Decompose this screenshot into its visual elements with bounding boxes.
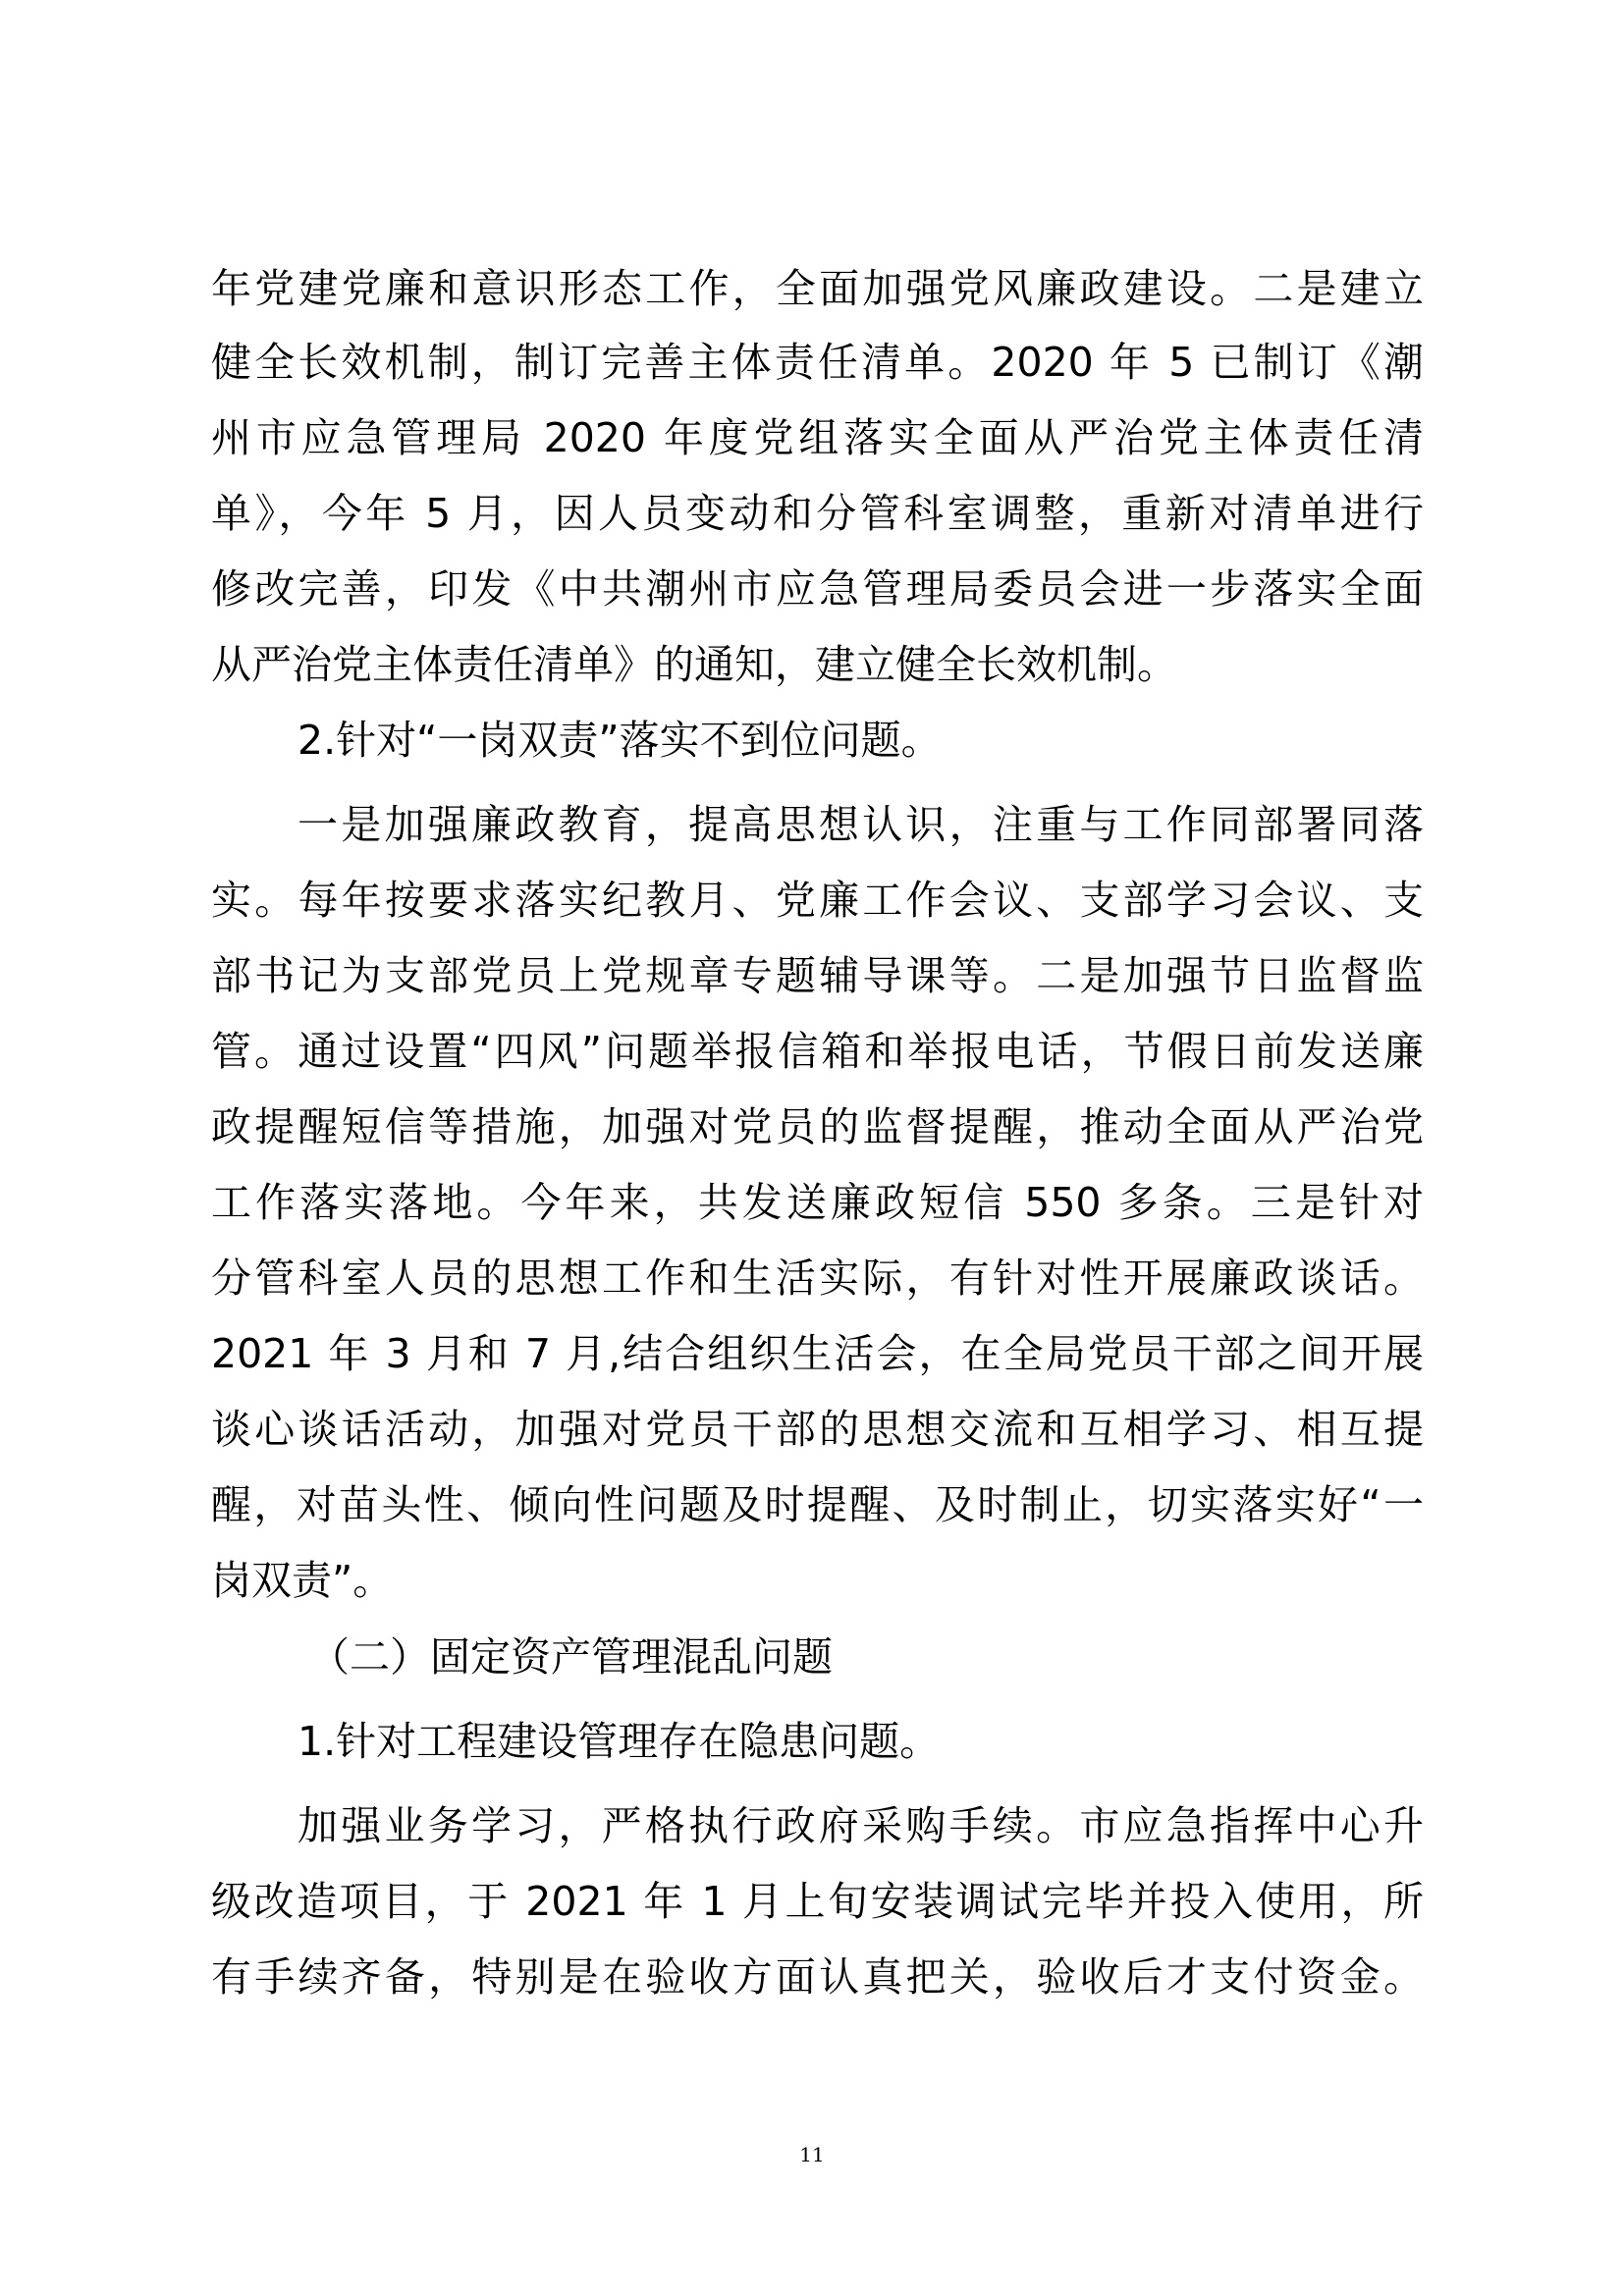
subheading: 1.针对工程建设管理存在隐患问题。 [298, 1718, 941, 1765]
body-text-line: 分管科室人员的思想工作和生活实际，有针对性开展廉政谈话。 [211, 1255, 1424, 1302]
body-text-line: 工作落实落地。今年来，共发送廉政短信 550 多条。三是针对 [211, 1179, 1424, 1226]
body-text-line: 级改造项目，于 2021 年 1 月上旬安装调试完毕并投入使用，所 [211, 1878, 1424, 1925]
body-text-line: 加强业务学习，严格执行政府采购手续。市应急指挥中心升 [298, 1802, 1424, 1849]
body-text-line: 管。通过设置“四风”问题举报信箱和举报电话，节假日前发送廉 [211, 1028, 1424, 1075]
body-text-line: 一是加强廉政教育，提高思想认识，注重与工作同部署同落 [298, 801, 1424, 848]
section-heading: （二）固定资产管理混乱问题 [309, 1633, 833, 1681]
body-text-line: 政提醒短信等措施，加强对党员的监督提醒，推动全面从严治党 [211, 1103, 1424, 1150]
body-text-line: 2021 年 3 月和 7 月,结合组织生活会，在全局党员干部之间开展 [211, 1330, 1424, 1377]
subheading: 2.针对“一岗双责”落实不到位问题。 [298, 717, 942, 764]
body-text-line: 谈心谈话活动，加强对党员干部的思想交流和互相学习、相互提 [211, 1406, 1424, 1453]
body-text-line: 从严治党主体责任清单》的通知，建立健全长效机制。 [211, 641, 1177, 688]
body-text-line: 健全长效机制，制订完善主体责任清单。2020 年 5 已制订《潮 [211, 339, 1424, 386]
body-text-line: 实。每年按要求落实纪教月、党廉工作会议、支部学习会议、支 [211, 877, 1424, 924]
body-text-line: 醒，对苗头性、倾向性问题及时提醒、及时制止，切实落实好“一 [211, 1481, 1424, 1528]
page-number: 11 [799, 2143, 825, 2166]
body-text-line: 修改完善，印发《中共潮州市应急管理局委员会进一步落实全面 [211, 565, 1424, 613]
body-text-line: 单》，今年 5 月，因人员变动和分管科室调整，重新对清单进行 [211, 490, 1424, 537]
body-text-line: 年党建党廉和意识形态工作，全面加强党风廉政建设。二是建立 [211, 265, 1424, 312]
body-text-line: 州市应急管理局 2020 年度党组落实全面从严治党主体责任清 [211, 414, 1424, 461]
body-text-line: 有手续齐备，特别是在验收方面认真把关，验收后才支付资金。 [211, 1953, 1424, 2001]
body-text-line: 部书记为支部党员上党规章专题辅导课等。二是加强节日监督监 [211, 952, 1424, 999]
body-text-line: 岗双责”。 [211, 1557, 394, 1604]
